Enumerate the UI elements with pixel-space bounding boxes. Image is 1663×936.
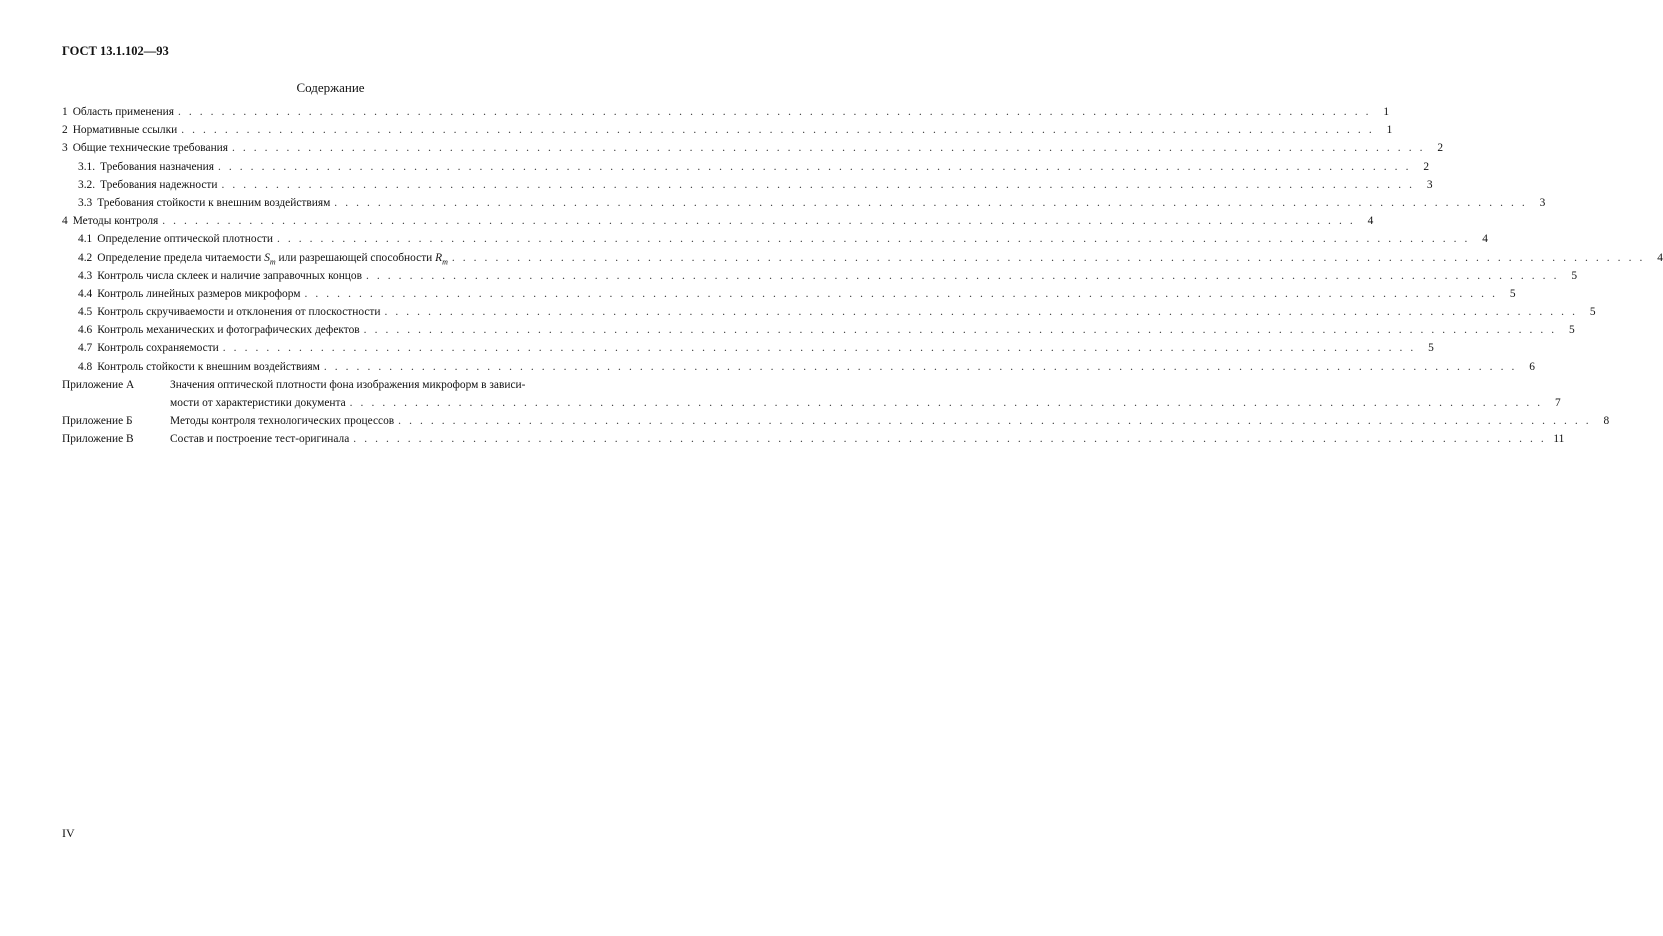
toc-entry-3-3[interactable] bbox=[62, 195, 1546, 213]
toc-entry-title: Контроль числа склеек и наличие заправочных концов bbox=[97, 269, 362, 282]
subscript-m: m bbox=[442, 256, 448, 266]
toc-entry-page: 3 bbox=[1539, 196, 1546, 209]
toc-entry-3[interactable] bbox=[62, 140, 1444, 158]
toc-entry-4-2[interactable] bbox=[62, 250, 1663, 268]
toc-entry-page: 7 bbox=[1555, 397, 1561, 409]
symbol-r: R bbox=[435, 251, 443, 264]
toc-entry-number: 3.3 bbox=[78, 196, 93, 209]
toc-entry-title: Контроль механических и фотографических дефектов bbox=[97, 324, 360, 337]
toc-entry-page: 1 bbox=[1386, 124, 1393, 137]
toc-entry-4-3[interactable] bbox=[62, 268, 1578, 286]
toc-entry-page: 8 bbox=[1603, 415, 1610, 428]
toc-appendix-b[interactable] bbox=[62, 413, 1610, 431]
toc-entry-title: Контроль стойкости к внешним воздействиям bbox=[97, 360, 320, 373]
dot-leader bbox=[223, 340, 1416, 356]
table-of-contents bbox=[62, 104, 1663, 450]
toc-entry-number: 1 bbox=[62, 106, 68, 118]
dot-leader bbox=[218, 159, 1411, 175]
appendix-title-line1: Значения оптической плотности фона изображения микроформ в зависи- bbox=[170, 378, 526, 391]
toc-entry-4-5[interactable] bbox=[62, 304, 1596, 322]
toc-entry-1[interactable] bbox=[62, 104, 1390, 122]
toc-entry-title: Определение оптической плотности bbox=[97, 233, 273, 246]
document-code: ГОСТ 13.1.102—93 bbox=[62, 44, 169, 58]
toc-entry-4[interactable] bbox=[62, 213, 1374, 231]
appendix-label: Приложение А bbox=[62, 378, 135, 391]
toc-entry-4-4[interactable] bbox=[62, 286, 1516, 304]
toc-entry-title: Контроль скручиваемости и отклонения от плоскостности bbox=[97, 306, 381, 319]
toc-entry-title: Требования назначения bbox=[100, 160, 214, 173]
toc-entry-page: 2 bbox=[1437, 142, 1444, 155]
toc-entry-title: Требования надежности bbox=[100, 178, 218, 191]
toc-entry-page: 1 bbox=[1383, 106, 1390, 118]
appendix-title: Методы контроля технологических процессов bbox=[170, 415, 395, 428]
toc-appendix-v[interactable] bbox=[62, 431, 1565, 449]
toc-entry-page: 5 bbox=[1569, 324, 1575, 337]
dot-leader bbox=[334, 195, 1527, 211]
toc-entry-4-8[interactable] bbox=[62, 359, 1535, 377]
toc-entry-page: 5 bbox=[1589, 306, 1596, 319]
toc-entry-page: 4 bbox=[1657, 251, 1663, 264]
dot-leader bbox=[350, 395, 1543, 411]
dot-leader bbox=[452, 250, 1645, 266]
toc-entry-title: Требования стойкости к внешним воздействиям bbox=[97, 196, 331, 209]
toc-entry-number: 4.2 bbox=[78, 251, 93, 264]
dot-leader bbox=[324, 359, 1517, 375]
toc-entry-title: Область применения bbox=[72, 106, 174, 118]
toc-entry-number: 4.6 bbox=[78, 324, 93, 337]
dot-leader bbox=[353, 431, 1546, 447]
dot-leader bbox=[222, 177, 1415, 193]
toc-entry-number: 3.2. bbox=[78, 178, 96, 191]
appendix-label: Приложение Б bbox=[62, 415, 133, 428]
subscript-m: m bbox=[269, 256, 276, 266]
appendix-title-line2: мости от характеристики документа bbox=[170, 397, 346, 409]
toc-entry-page: 5 bbox=[1428, 342, 1434, 355]
toc-entry-number: 4.7 bbox=[78, 342, 93, 355]
toc-entry-number: 3.1. bbox=[78, 160, 96, 173]
dot-leader bbox=[304, 286, 1497, 302]
toc-entry-page: 2 bbox=[1423, 160, 1430, 173]
toc-entry-page: 5 bbox=[1571, 269, 1578, 282]
toc-entry-title: Методы контроля bbox=[72, 215, 159, 228]
toc-entry-title: Контроль сохраняемости bbox=[97, 342, 219, 355]
dot-leader bbox=[277, 231, 1470, 247]
toc-entry-4-1[interactable] bbox=[62, 231, 1488, 249]
dot-leader bbox=[178, 104, 1371, 120]
toc-entry-page: 4 bbox=[1367, 215, 1374, 228]
toc-entry-title: Контроль линейных размеров микроформ bbox=[97, 287, 301, 300]
toc-entry-number: 4.5 bbox=[78, 306, 93, 319]
toc-entry-2[interactable] bbox=[62, 122, 1393, 140]
toc-entry-number: 4.1 bbox=[78, 233, 93, 246]
toc-entry-page: 6 bbox=[1529, 360, 1535, 373]
toc-entry-page: 3 bbox=[1426, 178, 1433, 191]
appendix-label: Приложение В bbox=[62, 433, 134, 446]
dot-leader bbox=[366, 268, 1559, 284]
title-part: или разрешающей способности bbox=[275, 251, 436, 264]
toc-title: Содержание bbox=[296, 80, 365, 95]
toc-entry-number: 2 bbox=[62, 124, 68, 137]
toc-entry-number: 4 bbox=[62, 215, 68, 228]
appendix-title: Состав и построение тест-оригинала bbox=[170, 433, 350, 446]
dot-leader bbox=[398, 413, 1591, 429]
toc-entry-title: Общие технические требования bbox=[72, 142, 228, 155]
toc-entry-page: 11 bbox=[1553, 433, 1565, 446]
toc-entry-page: 5 bbox=[1509, 287, 1516, 300]
toc-entry-number: 4.4 bbox=[78, 287, 93, 300]
dot-leader bbox=[364, 322, 1557, 338]
dot-leader bbox=[162, 213, 1355, 229]
toc-entry-number: 4.3 bbox=[78, 269, 93, 282]
dot-leader bbox=[181, 122, 1374, 138]
title-part: Определение предела читаемости bbox=[97, 251, 265, 264]
page-number-roman: IV bbox=[62, 826, 75, 840]
symbol-s: S bbox=[264, 251, 270, 264]
dot-leader bbox=[384, 304, 1577, 320]
toc-entry-page: 4 bbox=[1482, 233, 1488, 246]
toc-entry-3-2[interactable] bbox=[62, 177, 1433, 195]
toc-entry-number: 3 bbox=[62, 142, 68, 155]
toc-appendix-a[interactable] bbox=[62, 377, 1561, 413]
dot-leader bbox=[232, 140, 1425, 156]
toc-entry-4-6[interactable] bbox=[62, 322, 1575, 340]
toc-entry-title: Нормативные ссылки bbox=[72, 124, 178, 137]
toc-entry-3-1[interactable] bbox=[62, 159, 1430, 177]
toc-entry-4-7[interactable] bbox=[62, 340, 1434, 358]
toc-entry-number: 4.8 bbox=[78, 360, 93, 373]
